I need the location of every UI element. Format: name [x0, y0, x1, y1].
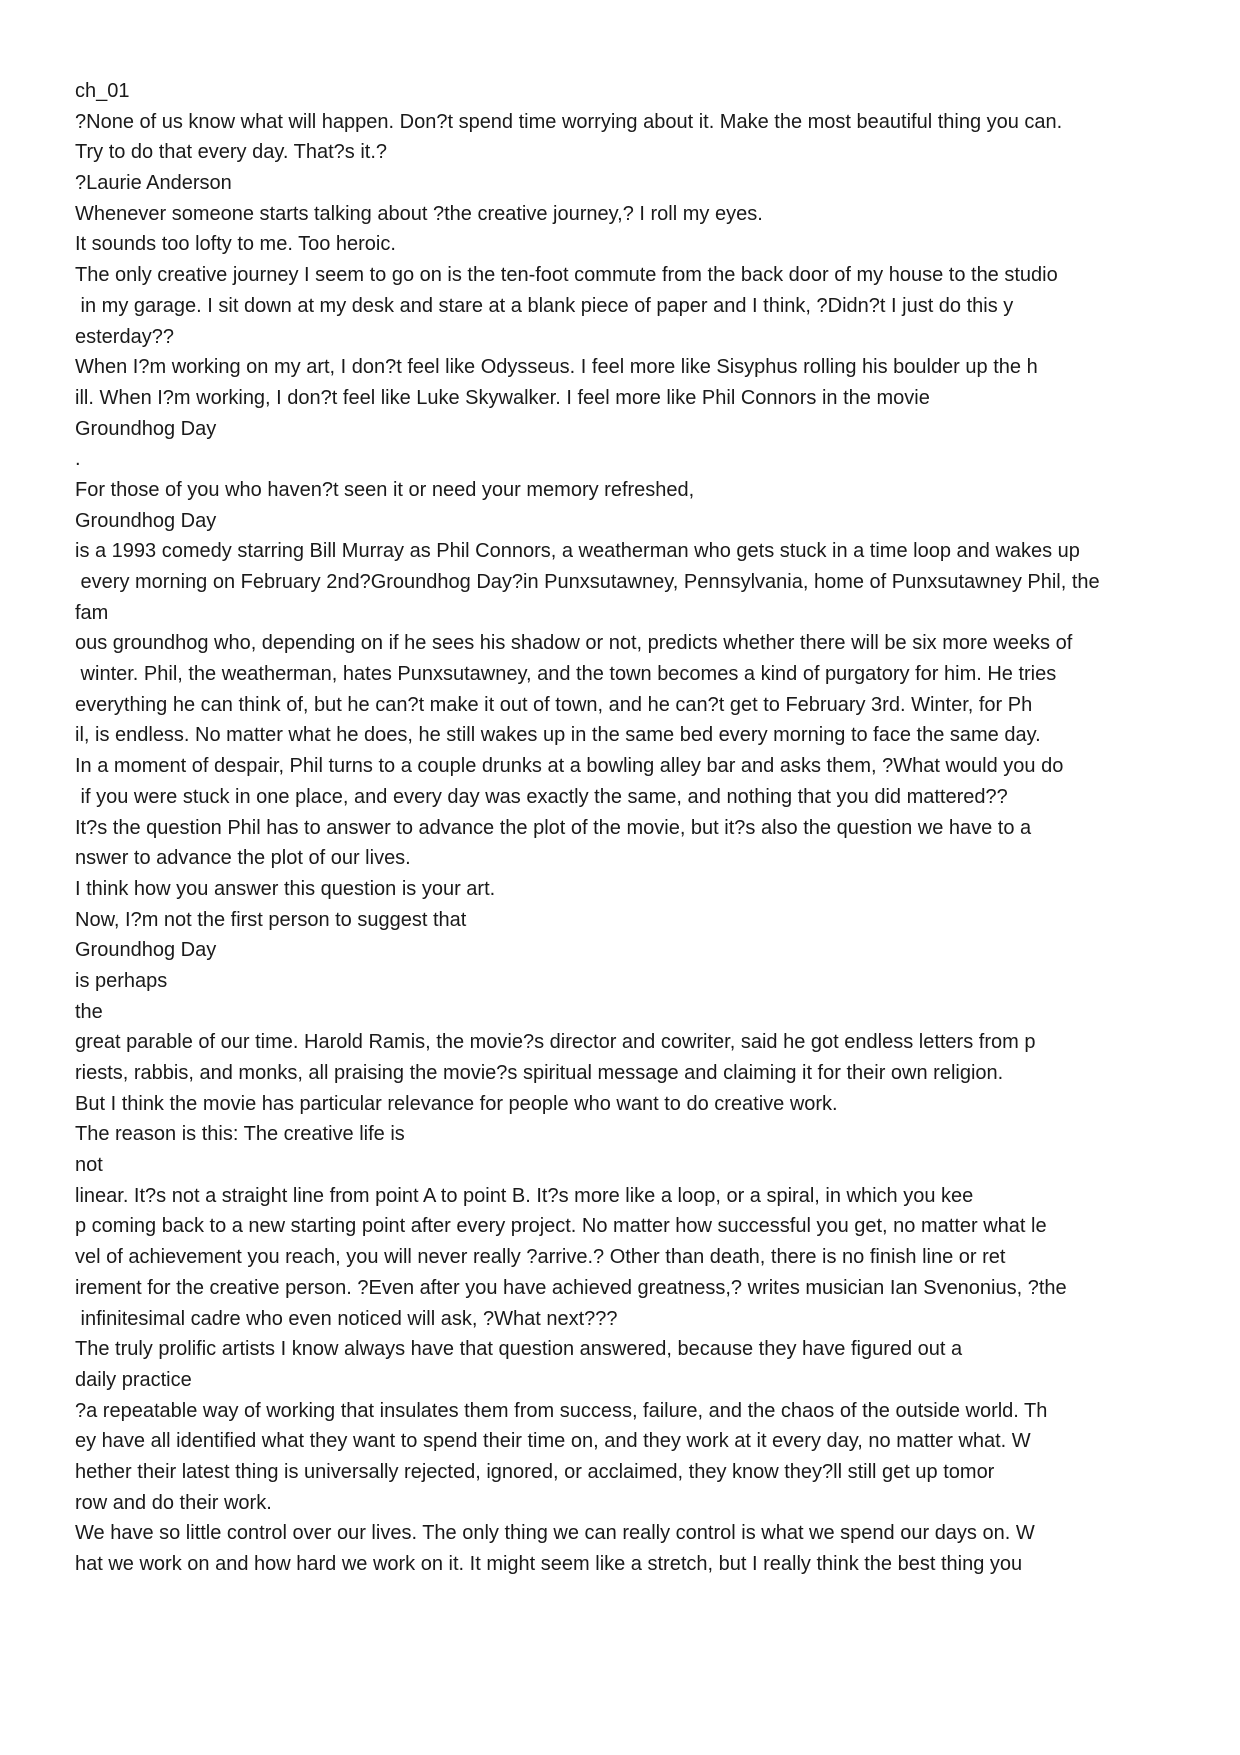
- body-line: The truly prolific artists I know always have that question answered, because they have figured out a: [75, 1338, 963, 1361]
- body-line: ey have all identified what they want to spend their time on, and they work at it every day, no matter what. W: [75, 1430, 1031, 1453]
- body-line: irement for the creative person. ?Even after you have achieved greatness,? writes musician Ian Svenonius, ?the: [75, 1276, 1067, 1299]
- body-line: But I think the movie has particular relevance for people who want to do creative work.: [75, 1092, 838, 1115]
- body-line: The reason is this: The creative life is: [75, 1123, 405, 1146]
- body-line: hether their latest thing is universally rejected, ignored, or acclaimed, they know they?ll still get up tomor: [75, 1460, 995, 1483]
- body-line: hat we work on and how hard we work on it. It might seem like a stretch, but I really think the best thing you: [75, 1553, 1023, 1575]
- body-line: is a 1993 comedy starring Bill Murray as Phil Connors, a weatherman who gets stuck in a time loop and wakes up: [75, 540, 1080, 563]
- body-line: the: [75, 1000, 103, 1023]
- body-line: ?a repeatable way of working that insulates them from success, failure, and the chaos of the outside world. Th: [75, 1399, 1048, 1422]
- body-line: Groundhog Day: [75, 939, 217, 962]
- body-line: everything he can think of, but he can?t make it out of town, and he can?t get to February 3rd. Winter, for Ph: [75, 693, 1033, 716]
- body-line: Groundhog Day: [75, 509, 217, 532]
- body-line: Whenever someone starts talking about ?the creative journey,? I roll my eyes.: [75, 202, 763, 225]
- body-line: Groundhog Day: [75, 417, 217, 440]
- body-line: ous groundhog who, depending on if he sees his shadow or not, predicts whether there will be six more weeks of: [75, 632, 1073, 655]
- body-line: not: [75, 1154, 103, 1177]
- body-line: riests, rabbis, and monks, all praising the movie?s spiritual message and claiming it for their own religion.: [75, 1062, 1004, 1084]
- body-line: For those of you who haven?t seen it or need your memory refreshed,: [75, 478, 695, 501]
- body-line: nswer to advance the plot of our lives.: [75, 847, 411, 870]
- body-line: daily practice: [75, 1368, 192, 1391]
- document-text: [75, 76, 1175, 1580]
- body-line: winter. Phil, the weatherman, hates Punxsutawney, and the town becomes a kind of purgatory for him. He tries: [75, 663, 1057, 686]
- body-line: It?s the question Phil has to answer to advance the plot of the movie, but it?s also the question we have to a: [75, 816, 1032, 839]
- body-line: In a moment of despair, Phil turns to a couple drunks at a bowling alley bar and asks them, ?What would you do: [75, 755, 1064, 778]
- body-line: I think how you answer this question is your art.: [75, 877, 496, 900]
- chapter-label: ch_01: [75, 80, 130, 102]
- body-line: p coming back to a new starting point after every project. No matter how successful you get, no matter what le: [75, 1215, 1047, 1238]
- body-line: The only creative journey I seem to go on is the ten-foot commute from the back door of my house to the studio: [75, 264, 1058, 287]
- body-line: linear. It?s not a straight line from point A to point B. It?s more like a loop, or a spiral, in which you kee: [75, 1184, 974, 1207]
- body-line: vel of achievement you reach, you will never really ?arrive.? Other than death, there is no finish line or ret: [75, 1246, 1006, 1269]
- body-line: infinitesimal cadre who even noticed will ask, ?What next???: [75, 1307, 618, 1330]
- epigraph-line: ?None of us know what will happen. Don?t spend time worrying about it. Make the most beautiful thing you can.: [75, 110, 1063, 133]
- body-line: row and do their work.: [75, 1491, 272, 1514]
- body-line: great parable of our time. Harold Ramis, the movie?s director and cowriter, said he got endless letters from p: [75, 1031, 1036, 1054]
- epigraph-attribution: ?Laurie Anderson: [75, 172, 232, 195]
- body-line: When I?m working on my art, I don?t feel like Odysseus. I feel more like Sisyphus rolling his boulder up the h: [75, 356, 1038, 379]
- body-line: if you were stuck in one place, and every day was exactly the same, and nothing that you did mattered??: [75, 785, 1008, 808]
- body-line: esterday??: [75, 325, 174, 348]
- body-line: ill. When I?m working, I don?t feel like Luke Skywalker. I feel more like Phil Connors in the movie: [75, 386, 930, 409]
- body-line: every morning on February 2nd?Groundhog Day?in Punxsutawney, Pennsylvania, home of Punxsutawney Phil, the: [75, 571, 1100, 593]
- body-line: in my garage. I sit down at my desk and stare at a blank piece of paper and I think, ?Didn?t I just do this y: [75, 294, 1014, 317]
- epigraph-line: Try to do that every day. That?s it.?: [75, 141, 388, 164]
- body-line: It sounds too lofty to me. Too heroic.: [75, 233, 396, 256]
- body-line: il, is endless. No matter what he does, he still wakes up in the same bed every morning to face the same day.: [75, 724, 1041, 747]
- body-line: We have so little control over our lives. The only thing we can really control is what we spend our days on. W: [75, 1522, 1035, 1545]
- body-line: .: [75, 448, 81, 471]
- body-line: is perhaps: [75, 969, 168, 992]
- body-line: fam: [75, 601, 109, 624]
- body-line: Now, I?m not the first person to suggest that: [75, 908, 467, 931]
